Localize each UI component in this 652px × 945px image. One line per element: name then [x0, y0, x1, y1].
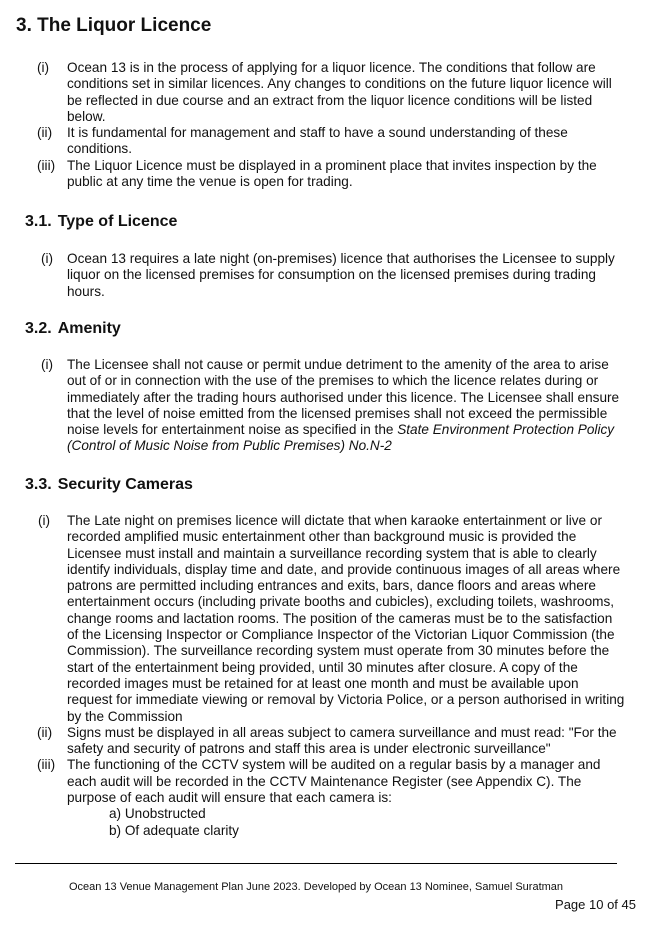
item-text: The Liquor Licence must be displayed in a prominent place that invites inspection by the public at any time the venue is open for trading. [67, 157, 597, 190]
page-number: Page 10 of 45 [555, 897, 636, 912]
item-text: It is fundamental for management and staff to have a sound understanding of these conditions. [67, 125, 568, 157]
item-text: The functioning of the CCTV system will be audited on a regular basis by a manager and each audit will be recorded in the CCTV Maintenance Register (see Appendix C). The purpose of each audit will ensure that each camera is: [67, 757, 601, 806]
list-item [0, 357, 652, 455]
heading-text: Type of Licence [57, 213, 178, 230]
sub-list-item: a) Unobstructed [109, 806, 206, 822]
item-number: (ii) [37, 724, 53, 740]
item-number: (i) [38, 513, 51, 528]
item-text: Signs must be displayed in all areas subject to camera surveillance and must read: "For the safety and security of patrons and staff this area is under electronic surveillance" [67, 724, 617, 757]
security-cameras-list [0, 513, 652, 839]
type-of-licence-list [0, 251, 652, 300]
item-text-plain: The Licensee shall not cause or permit undue detriment to the amenity of the area to arise out of or in connection with the use of the premises to which the licence relates during or immediately after the trading hours authorised under this licence. The Licensee shall ensure that the level of noise emitted from the licensed premises shall not exceed the permissible noise levels for entertainment noise as specified in the [67, 357, 620, 438]
heading-amenity [25, 320, 121, 338]
heading-number: 3.3. [25, 476, 52, 493]
policy-reference: State Environment Protection Policy (Control of Music Noise from Public Premises) No.N-2 [67, 422, 615, 454]
item-text: Ocean 13 requires a late night (on-premises) licence that authorises the Licensee to supply liquor on the licensed premises for consumption on the licensed premises during trading hours. [67, 251, 615, 299]
list-item [0, 125, 652, 158]
item-number: (iii) [37, 757, 56, 773]
item-number: (i) [37, 60, 50, 75]
list-item [0, 513, 652, 725]
heading-security-cameras [25, 476, 193, 494]
item-number: (i) [41, 357, 54, 372]
list-item [0, 251, 652, 300]
heading-text: Security Cameras [57, 476, 193, 493]
list-item [0, 158, 652, 191]
footer-divider [15, 863, 617, 864]
item-text: The Late night on premises licence will dictate that when karaoke entertainment or live or recorded amplified music entertainment other than background music is provided the Licensee must install and maintain a surveillance recording system that is able to clearly identify individuals, display time and date, and provide continuous images of all areas where patrons are permitted including entrances and exits, bars, dance floors and areas where entertainment occurs (including private booths and cubicles), excluding toilets, washrooms, change rooms and lactation rooms. The position of the cameras must be to the satisfaction of the Licensing Inspector or Compliance Inspector of the Victorian Liquor Commission (the Commission). The surveillance recording system must operate from 30 minutes before the start of the entertainment being provided, until 30 minutes after closure. A copy of the recorded images must be retained for at least one month and must be available upon request for immediate viewing or removal by Victoria Police, or a person authorised in writing by the Commission [67, 513, 625, 724]
heading-type-of-licence [25, 213, 177, 231]
item-number: (iii) [37, 157, 56, 173]
footer-note: Ocean 13 Venue Management Plan June 2023. Developed by Ocean 13 Nominee, Samuel Suratman [68, 881, 564, 893]
amenity-list [0, 357, 652, 455]
heading-number: 3.2. [25, 320, 52, 337]
section-title: 3. The Liquor Licence [16, 15, 212, 36]
item-number: (ii) [37, 125, 53, 141]
list-item [0, 60, 652, 125]
list-item [0, 757, 652, 806]
heading-text: Amenity [57, 320, 121, 337]
item-text: Ocean 13 is in the process of applying for a liquor licence. The conditions that follow are conditions set in similar licences. Any changes to conditions on the future liquor licence will be reflected in due course and an extract from the liquor licence conditions will be listed below. [67, 60, 612, 124]
list-item [0, 725, 652, 758]
item-text [67, 357, 625, 455]
item-number: (i) [41, 251, 54, 266]
intro-list [0, 60, 652, 190]
sub-list-item: b) Of adequate clarity [109, 822, 239, 838]
heading-number: 3.1. [25, 213, 52, 230]
